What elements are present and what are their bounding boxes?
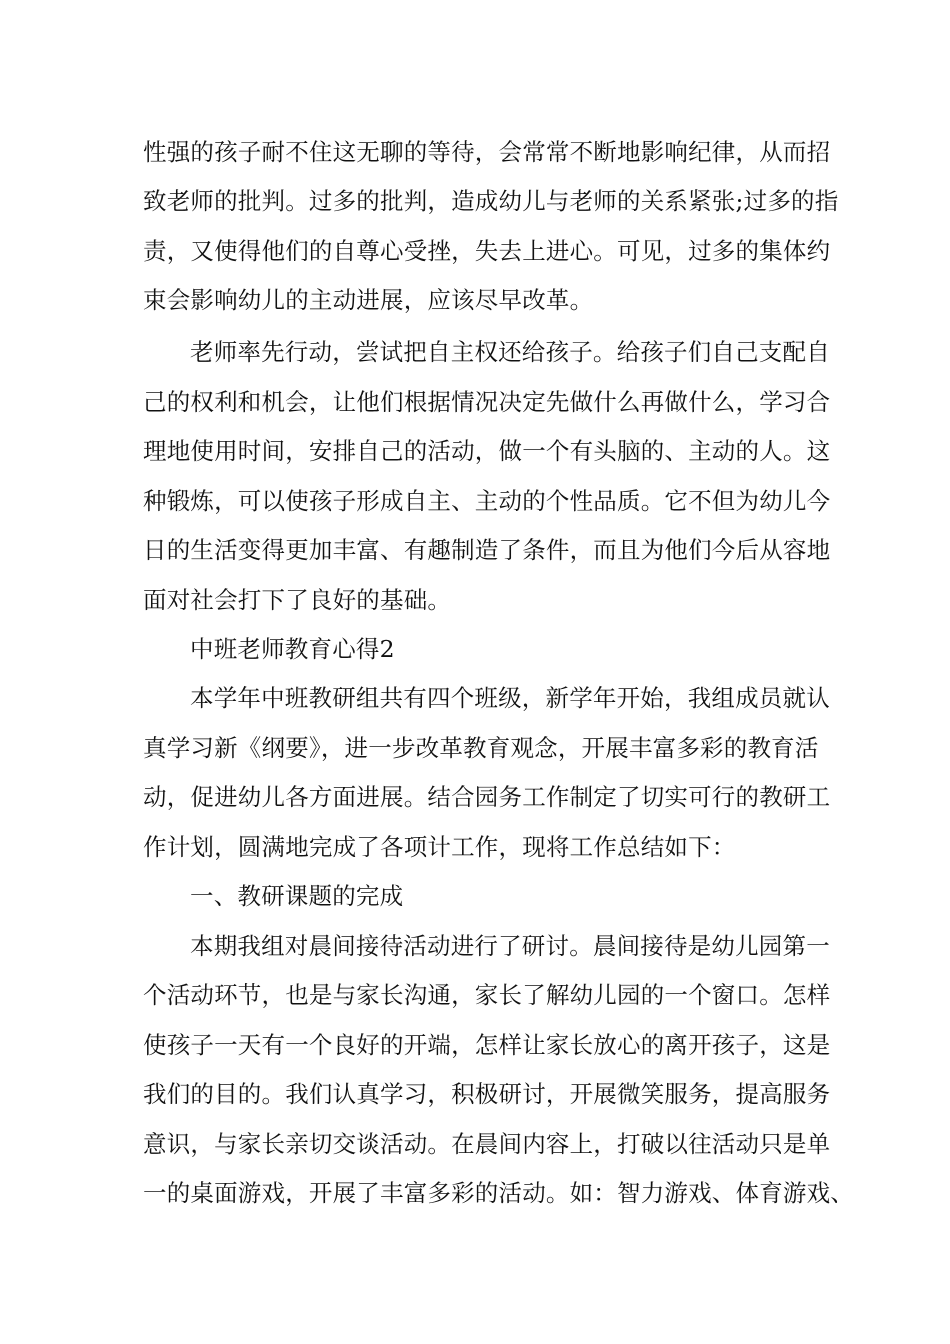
paragraph-line: 本期我组对晨间接待活动进行了研讨。晨间接待是幼儿园第一 [190, 932, 830, 960]
paragraph-line: 个活动环节，也是与家长沟通，家长了解幼儿园的一个窗口。怎样 [143, 981, 831, 1009]
paragraph-line: 意识，与家长亲切交谈活动。在晨间内容上，打破以往活动只是单 [143, 1130, 831, 1158]
paragraph-line: 日的生活变得更加丰富、有趣制造了条件，而且为他们今后从容地 [143, 536, 831, 564]
paragraph-line: 性强的孩子耐不住这无聊的等待，会常常不断地影响纪律，从而招 [143, 138, 831, 166]
paragraph-line: 动，促进幼儿各方面进展。结合园务工作制定了切实可行的教研工 [143, 783, 831, 811]
paragraph-line: 老师率先行动，尝试把自主权还给孩子。给孩子们自己支配自 [190, 338, 830, 366]
paragraph-line: 种锻炼，可以使孩子形成自主、主动的个性品质。它不但为幼儿今 [143, 487, 831, 515]
paragraph-line: 理地使用时间，安排自己的活动，做一个有头脑的、主动的人。这 [143, 437, 831, 465]
paragraph-line: 我们的目的。我们认真学习，积极研讨，开展微笑服务，提高服务 [143, 1080, 831, 1108]
paragraph-line: 使孩子一天有一个良好的开端，怎样让家长放心的离开孩子，这是 [143, 1031, 831, 1059]
paragraph-line: 致老师的批判。过多的批判，造成幼儿与老师的关系紧张;过多的指 [143, 187, 839, 215]
paragraph-line: 本学年中班教研组共有四个班级，新学年开始，我组成员就认 [190, 684, 830, 712]
paragraph-line: 己的权利和机会，让他们根据情况决定先做什么再做什么，学习合 [143, 388, 831, 416]
section-heading: 中班老师教育心得2 [190, 635, 395, 663]
paragraph-line: 一的桌面游戏，开展了丰富多彩的活动。如：智力游戏、体育游戏、 [143, 1179, 854, 1207]
paragraph-line: 责，又使得他们的自尊心受挫，失去上进心。可见，过多的集体约 [143, 237, 831, 265]
paragraph-line: 面对社会打下了良好的基础。 [143, 586, 452, 614]
paragraph-line: 真学习新《纲要》，进一步改革教育观念，开展丰富多彩的教育活 [143, 734, 819, 762]
section-heading: 一、教研课题的完成 [190, 882, 404, 910]
paragraph-line: 作计划，圆满地完成了各项计工作，现将工作总结如下： [143, 833, 736, 861]
paragraph-line: 束会影响幼儿的主动进展，应该尽早改革。 [143, 286, 594, 314]
